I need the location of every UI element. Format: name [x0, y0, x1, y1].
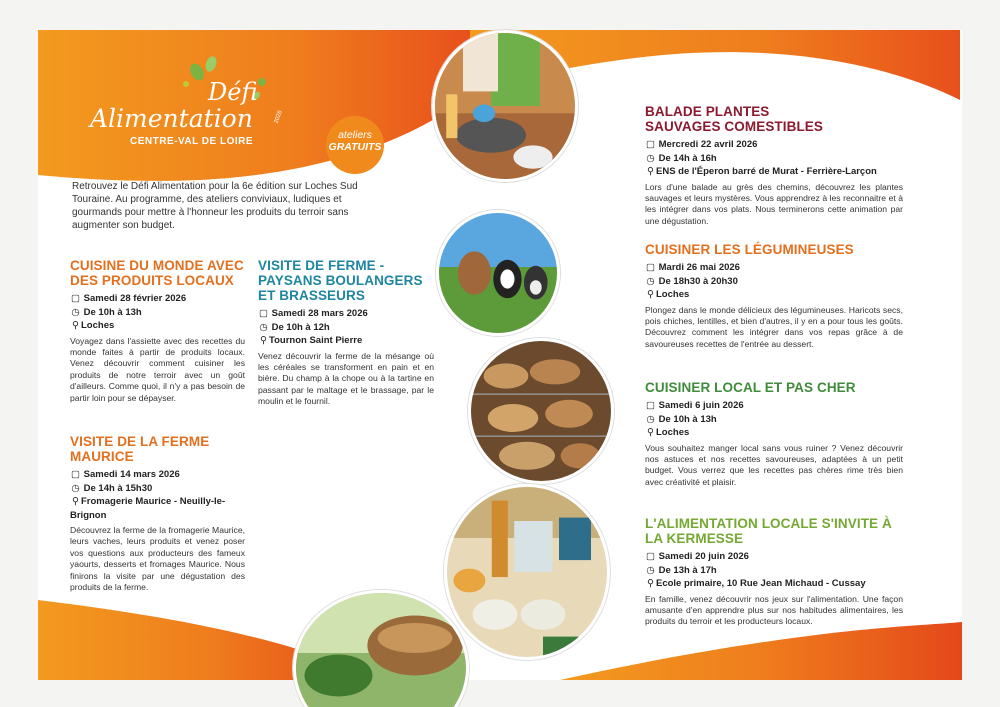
calendar-icon: ▢ [71, 469, 80, 480]
event-place-text: Ecole primaire, 10 Rue Jean Michaud - Cussay [656, 578, 866, 589]
event-date [645, 261, 903, 275]
clock-icon: ◷ [646, 152, 655, 164]
event-card-7 [645, 516, 903, 628]
event-card-1 [70, 258, 245, 404]
event-place [70, 495, 245, 522]
event-place [258, 334, 434, 348]
photo-kitchen-workshop [432, 30, 578, 182]
event-time [70, 306, 245, 320]
event-time [645, 152, 903, 166]
event-card-6 [645, 380, 903, 488]
event-date [258, 307, 434, 321]
event-card-3 [258, 258, 434, 408]
event-time-text: De 13h à 17h [658, 564, 717, 576]
event-time-text: De 18h30 à 20h30 [658, 275, 738, 287]
event-time [645, 564, 903, 578]
event-date-text: Mercredi 22 avril 2026 [658, 139, 758, 150]
event-place-text: ENS de l'Éperon barré de Murat - Ferrière-Larçon [656, 166, 877, 177]
badge-line2: GRATUITS [328, 141, 382, 153]
event-time [645, 413, 903, 427]
calendar-icon: ▢ [646, 139, 655, 150]
event-time-text: De 10h à 13h [658, 413, 717, 425]
event-time [70, 482, 245, 496]
map-pin-icon: ⚲ [647, 289, 654, 300]
map-pin-icon: ⚲ [647, 166, 654, 177]
map-pin-icon: ⚲ [72, 320, 79, 331]
event-place-text: Fromagerie Maurice - Neuilly-le-Brignon [70, 496, 226, 521]
event-title: BALADE PLANTES SAUVAGES COMESTIBLES [645, 104, 824, 134]
logo-year: 2026 [273, 109, 284, 125]
event-title: CUISINER LES LÉGUMINEUSES [645, 242, 854, 257]
map-pin-icon: ⚲ [647, 427, 654, 438]
event-date-text: Samedi 28 mars 2026 [271, 308, 368, 319]
calendar-icon: ▢ [646, 262, 655, 273]
photo-cows [436, 210, 560, 336]
event-date [645, 550, 903, 564]
event-date-text: Mardi 26 mai 2026 [658, 262, 740, 273]
event-title: CUISINER LOCAL ET PAS CHER [645, 380, 856, 395]
event-place [645, 426, 903, 440]
event-card-4 [645, 104, 903, 227]
event-title: CUISINE DU MONDE AVEC DES PRODUITS LOCAUX [70, 258, 244, 288]
event-place-text: Loches [656, 427, 690, 438]
calendar-icon: ▢ [259, 308, 268, 319]
event-title: VISITE DE FERME - PAYSANS BOULANGERS ET BRASSEURS [258, 258, 423, 303]
calendar-icon: ▢ [646, 400, 655, 411]
event-time-text: De 10h à 12h [271, 321, 330, 333]
event-description: Lors d'une balade au grès des chemins, découvrez les plantes sauvages et leurs mystères. Vous apprendrez à les reconnaitre et à les intégrer dans vos plats. Nous terminerons cette animation par une dégustation. [645, 181, 903, 226]
event-time-text: De 14h à 16h [658, 152, 717, 164]
map-pin-icon: ⚲ [72, 496, 79, 507]
calendar-icon: ▢ [71, 293, 80, 304]
event-description: Découvrez la ferme de la fromagerie Maurice, leurs vaches, leurs produits et venez poser vos questions aux producteurs des fameux yaourts, desserts et fromages Maurice. Nous finirons la visite par une dégustation des produits de la ferme. [70, 525, 245, 593]
event-date-text: Samedi 14 mars 2026 [83, 469, 180, 480]
event-place-text: Loches [81, 320, 115, 331]
event-place [645, 288, 903, 302]
event-place [70, 319, 245, 333]
intro-text: Retrouvez le Défi Alimentation pour la 6e édition sur Loches Sud Touraine. Au programme, des ateliers conviviaux, ludiques et gourmands pour mettre à l'honneur les produits du terroir sans augmenter son budget. [72, 181, 358, 231]
event-place [645, 165, 903, 179]
clock-icon: ◷ [646, 564, 655, 576]
event-title: VISITE DE LA FERME MAURICE [70, 434, 210, 464]
event-time [645, 275, 903, 289]
event-description: En famille, venez découvrir nos jeux sur l'alimentation. Une façon amusante d'en apprendre plus sur nos habitudes alimentaires, les produits du terroir et les producteurs locaux. [645, 593, 903, 627]
event-description: Vous souhaitez manger local sans vous ruiner ? Venez découvrir nos astuces et nos recettes savoureuses, adaptées à un petit budget. Vous verrez que les recettes pas chères rime très bien avec créativité et plaisir. [645, 442, 903, 487]
map-pin-icon: ⚲ [260, 335, 267, 346]
event-date [645, 138, 903, 152]
calendar-icon: ▢ [646, 551, 655, 562]
event-description: Venez découvrir la ferme de la mésange où les céréales se transforment en pain et en bière. Du champ à la chope ou à la tartine en passant par le maltage et le brassage, par le moulin et le fournil. [258, 350, 434, 407]
event-description: Voyagez dans l'assiette avec des recettes du monde faites à partir de produits locaux. Venez découvrir comment cuisiner les produits de notre terroir avec un goût d'ailleurs. Comme quoi, il n'y a pas besoin de partir loin pour se dépayser. [70, 335, 245, 403]
logo-region: CENTRE-VAL DE LOIRE [130, 136, 254, 147]
event-date-text: Samedi 28 février 2026 [83, 293, 187, 304]
event-date-text: Samedi 6 juin 2026 [658, 400, 744, 411]
event-time [258, 321, 434, 335]
event-card-2 [70, 434, 245, 593]
event-time-text: De 14h à 15h30 [83, 482, 153, 494]
map-pin-icon: ⚲ [647, 578, 654, 589]
free-workshops-badge [326, 116, 384, 174]
clock-icon: ◷ [71, 482, 80, 494]
event-date-text: Samedi 20 juin 2026 [658, 551, 749, 562]
clock-icon: ◷ [259, 321, 268, 333]
event-title: L'ALIMENTATION LOCALE S'INVITE À LA KERMESSE [645, 516, 892, 546]
clock-icon: ◷ [646, 275, 655, 287]
event-date [645, 399, 903, 413]
event-description: Plongez dans le monde délicieux des légumineuses. Haricots secs, pois chiches, lentilles, et bien d'autres, il y en a pour tous les goûts. Découvrez comment les intégrer dans vos repas grâce à de savoureuses recettes de l'entrée au dessert. [645, 304, 903, 349]
event-place-text: Tournon Saint Pierre [269, 335, 363, 346]
event-place-text: Loches [656, 289, 690, 300]
photo-bread [468, 338, 614, 484]
logo-line1: Défi [208, 78, 258, 106]
photo-local-products [444, 484, 610, 660]
event-date [70, 468, 245, 482]
event-place [645, 577, 903, 591]
event-card-5 [645, 242, 903, 350]
clock-icon: ◷ [71, 306, 80, 318]
clock-icon: ◷ [646, 413, 655, 425]
event-time-text: De 10h à 13h [83, 306, 142, 318]
event-date [70, 292, 245, 306]
badge-line1: ateliers [338, 129, 372, 141]
logo-line2: Alimentation [90, 104, 253, 133]
